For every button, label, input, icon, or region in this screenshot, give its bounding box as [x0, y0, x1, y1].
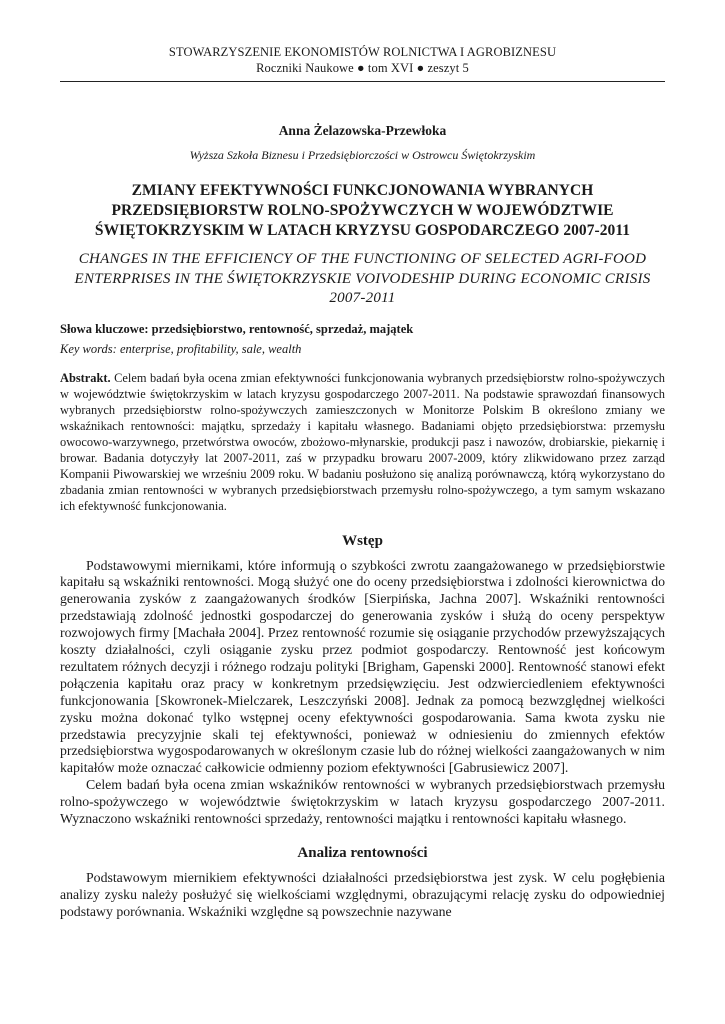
- header-rule: [60, 81, 665, 82]
- profitability-paragraph-1: Podstawowym miernikiem efektywności działalności przedsiębiorstwa jest zysk. W celu pogłębienia analizy zysku należy posłużyć się wielkościami względnymi, obrazującymi relację zysku do odpowiedniej podstawy porównania. Wskaźniki względne są powszechnie nazywane: [60, 870, 665, 919]
- author-affiliation: Wyższa Szkoła Biznesu i Przedsiębiorczości w Ostrowcu Świętokrzyskim: [189, 148, 536, 162]
- introduction-paragraph-1: Podstawowymi miernikami, które informują o szybkości zwrotu zaangażowanego w przedsiębiorstwie kapitału są wskaźniki rentowności. Mogą służyć one do oceny przedsiębiorstwa i zdolności kierownictwa do generowania zysków z zaangażowanych środków [Sierpińska, Jachna 2007]. Wskaźniki rentowności przedstawiają zdolność jednostki gospodarczej do generowania zysków i służą do oceny perspektyw rozwojowych firmy [Machała 2004]. Przez rentowność rozumie się osiąganie przychodów przewyższających koszty działalności, czyli osiąganie zysku przez podmiot gospodarczy. Rentowność jest końcowym rezultatem różnych decyzji i różnego rodzaju polityki [Brigham, Gapenski 2000]. Rentowność stanowi efekt połączenia kapitału oraz pracy w konkretnym przedsięwzięciu. Jest odzwierciedleniem efektywności funkcjonowania [Skowronek-Mielczarek, Leszczyński 2008]. Jednak za pomocą bezwzględnej wielkości zysku można dokonać tylko wstępnej oceny efektywności gospodarowania. Sama kwota zysku nie przedstawia precyzyjnie skali tej efektywności, ponieważ w odniesieniu do zmiennych efektów przedsiębiorstwa wygospodarowanych w określonym czasie lub do różnej wielkości zaangażowanych w nim kapitałów może oznaczać całkowicie odmienny poziom efektywności [Gabrusiewicz 2007].: [60, 557, 665, 776]
- running-header: [60, 44, 665, 76]
- journal-info: Roczniki Naukowe ● tom XVI ● zeszyt 5: [256, 61, 469, 75]
- keywords-polish: Słowa kluczowe: przedsiębiorstwo, rentowność, sprzedaż, majątek: [60, 321, 414, 336]
- section-heading-profitability-analysis: Analiza rentowności: [297, 845, 428, 861]
- document-page: [60, 44, 665, 921]
- abstract-text: Celem badań była ocena zmian efektywności funkcjonowania wybranych przedsiębiorstw rolno-spożywczych w województwie świętokrzyskim w latach kryzysu gospodarczego 2007-2011. Na podstawie sprawozdań finansowych wybranych przedsiębiorstw rolno-spożywczych zamieszczonych w Monitorze Polskim B określono zmiany we wskaźnikach rentowności: majątku, sprzedaży i kapitału własnego. Badaniami objęto przedsiębiorstwa: przemysłu owocowo-warzywnego, przetwórstwa owoców, zbożowo-młynarskie, produkcji pasz i nawozów, drobiarskie, piekarnię i browar. Badania dotyczyły lat 2007-2011, zaś w przypadku browaru 2007-2009, który zlikwidowano przez zarząd Kompanii Piwowarskiej we wrześniu 2009 roku. W badaniu posłużono się analizą porównawczą, którą wykorzystano do zbadania zmian rentowności w wybranych przedsiębiorstwach przemysłu rolno-spożywczego, a tym samym wskazano ich efektywność funkcjonowania.: [60, 370, 665, 513]
- author-name: Anna Żelazowska-Przewłoka: [278, 123, 447, 138]
- introduction-paragraph-2: Celem badań była ocena zmian wskaźników rentowności w wybranych przedsiębiorstwach przemysłu rolno-spożywczego w województwie świętokrzyskim w latach kryzysu gospodarczego 2007-2011. Wyznaczono wskaźniki rentowności sprzedaży, rentowności majątku i rentowności kapitału własnego.: [60, 777, 665, 827]
- title-polish: ZMIANY EFEKTYWNOŚCI FUNKCJONOWANIA WYBRANYCH PRZEDSIĘBIORSTW ROLNO-SPOŻYWCZYCH W WOJEWÓDZTWIE ŚWIĘTOKRZYSKIM W LATACH KRYZYSU GOSPODARCZEGO 2007-2011: [94, 182, 631, 239]
- keywords-english: Key words: enterprise, profitability, sale, wealth: [60, 341, 302, 356]
- abstract: [60, 370, 665, 514]
- title-english: CHANGES IN THE EFFICIENCY OF THE FUNCTIONING OF SELECTED AGRI-FOOD ENTERPRISES IN THE ŚWIĘTOKRZYSKIE VOIVODESHIP DURING ECONOMIC CRISIS 2007-2011: [74, 251, 651, 306]
- section-heading-introduction: Wstęp: [342, 532, 383, 549]
- society-name: STOWARZYSZENIE EKONOMISTÓW ROLNICTWA I AGROBIZNESU: [168, 45, 557, 59]
- abstract-label: Abstrakt.: [60, 370, 111, 385]
